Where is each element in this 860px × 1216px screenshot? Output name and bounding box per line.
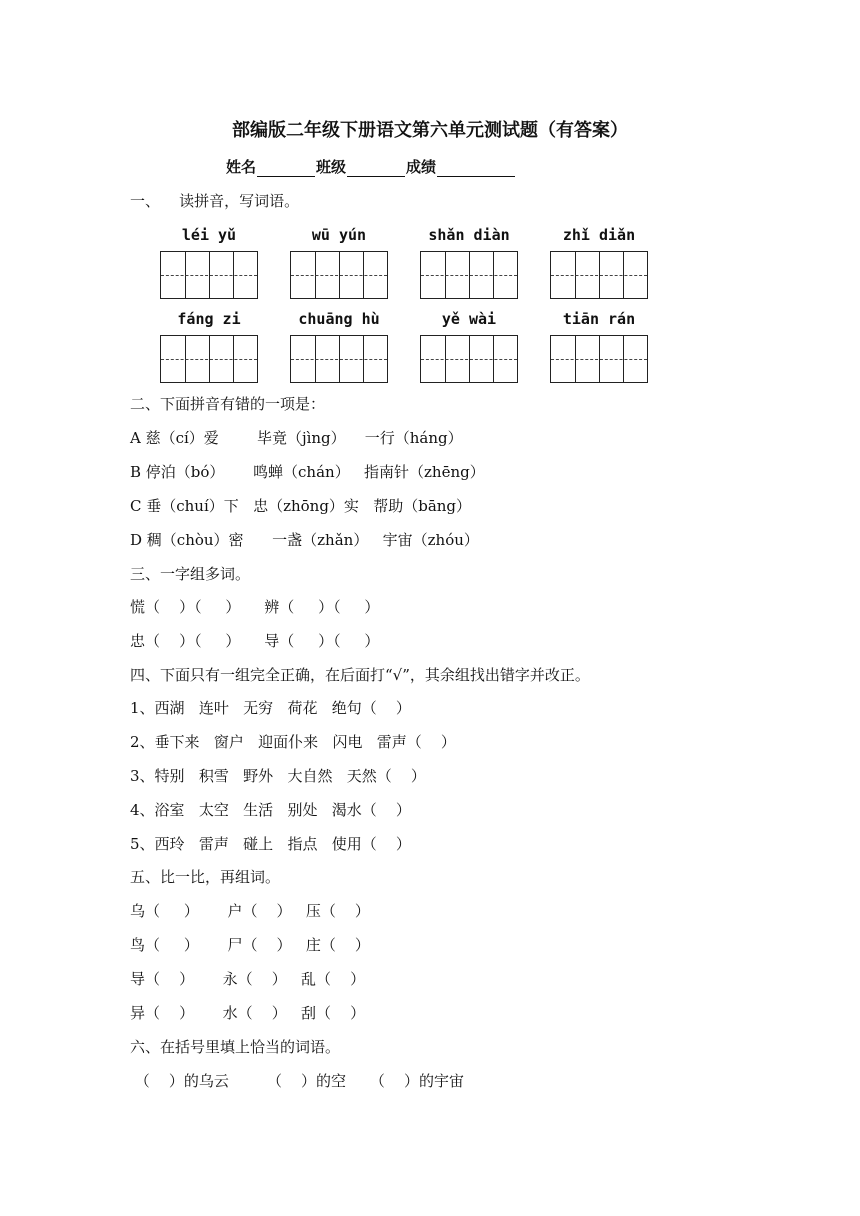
exercise-line: 5、西玲 雷声 碰上 指点 使用（ ）: [130, 835, 411, 853]
choice-line: B 停泊（bó） 鸣蝉（chán） 指南针（zhēng）: [130, 463, 485, 481]
pinyin-word: wū yún: [311, 226, 367, 244]
exercise-line: 乌（ ） 户（ ） 压（ ）: [130, 902, 370, 920]
class-blank[interactable]: [347, 160, 405, 177]
exercise-line: 忠（ ）（ ） 导（ ）（ ）: [130, 632, 380, 650]
pinyin-word: shǎn diàn: [428, 226, 510, 244]
exercise-line: 异（ ） 水（ ） 刮（ ）: [130, 1004, 366, 1022]
writing-grid[interactable]: [290, 335, 388, 383]
pinyin-word: fáng zi: [177, 310, 241, 328]
student-info-row: [226, 156, 516, 177]
score-label: 成绩: [406, 158, 437, 176]
exercise-line: 鸟（ ） 尸（ ） 庄（ ）: [130, 936, 370, 954]
writing-grid[interactable]: [550, 251, 648, 299]
class-label: 班级: [316, 158, 347, 176]
exercise-line: （ ）的乌云 （ ）的空 （ ）的宇宙: [130, 1072, 464, 1090]
writing-grid[interactable]: [420, 251, 518, 299]
writing-grid[interactable]: [290, 251, 388, 299]
writing-grid[interactable]: [420, 335, 518, 383]
name-label: 姓名: [226, 158, 257, 176]
writing-grid[interactable]: [160, 335, 258, 383]
section-4-heading: 四、下面只有一组完全正确，在后面打“√”，其余组找出错字并改正。: [130, 666, 590, 684]
choice-line: C 垂（chuí）下 忠（zhōng）实 帮助（bāng）: [130, 497, 472, 515]
exercise-line: 慌（ ）（ ） 辨（ ）（ ）: [130, 598, 380, 616]
exercise-line: 2、垂下来 窗户 迎面仆来 闪电 雷声（ ）: [130, 733, 456, 751]
choice-line: A 慈（cí）爱 毕竟（jìng） 一行（háng）: [130, 429, 463, 447]
section-3-heading: 三、一字组多词。: [130, 565, 251, 583]
section-1-heading: 一、 读拼音，写词语。: [130, 192, 300, 210]
score-blank[interactable]: [437, 160, 515, 177]
pinyin-word: léi yǔ: [181, 226, 237, 244]
page-title: 部编版二年级下册语文第六单元测试题（有答案）: [232, 120, 628, 141]
writing-grid[interactable]: [160, 251, 258, 299]
pinyin-word: tiān rán: [562, 310, 636, 328]
pinyin-word: zhǐ diǎn: [562, 226, 636, 244]
writing-grid[interactable]: [550, 335, 648, 383]
choice-line: D 稠（chòu）密 一盏（zhǎn） 宇宙（zhóu）: [130, 531, 479, 549]
exercise-line: 1、西湖 连叶 无穷 荷花 绝句（ ）: [130, 699, 411, 717]
exercise-line: 3、特别 积雪 野外 大自然 天然（ ）: [130, 767, 426, 785]
name-blank[interactable]: [257, 160, 315, 177]
exercise-line: 4、浴室 太空 生活 别处 渴水（ ）: [130, 801, 411, 819]
section-2-heading: 二、下面拼音有错的一项是：: [130, 395, 326, 413]
pinyin-word: chuāng hù: [298, 310, 380, 328]
section-5-heading: 五、比一比，再组词。: [130, 868, 281, 886]
exercise-line: 导（ ） 永（ ） 乱（ ）: [130, 970, 366, 988]
pinyin-word: yě wài: [441, 310, 497, 328]
section-6-heading: 六、在括号里填上恰当的词语。: [130, 1038, 341, 1056]
